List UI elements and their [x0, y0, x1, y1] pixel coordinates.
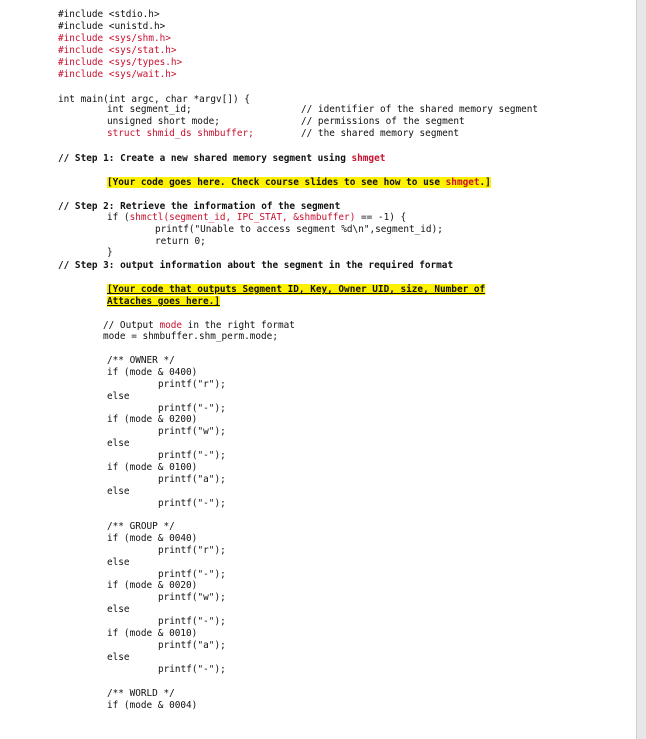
code-token: <sys/shm.h> — [108, 33, 171, 44]
code-line — [158, 498, 226, 509]
code-token: else — [107, 557, 130, 568]
code-line — [107, 557, 130, 568]
code-token: if ( — [107, 212, 130, 223]
code-line — [158, 616, 226, 627]
code-token: #include <unistd.h> — [58, 21, 166, 32]
code-token: unsigned short mode; — [107, 116, 220, 127]
code-line — [107, 652, 130, 663]
code-token: printf("-"); — [158, 450, 226, 461]
code-token: } — [107, 247, 113, 258]
code-token: #include <sys/stat.h> — [58, 45, 177, 56]
code-line — [58, 33, 171, 44]
code-token: if (mode & 0400) — [107, 367, 198, 378]
code-line — [158, 474, 226, 485]
code-token: == -1) { — [355, 212, 407, 223]
code-token: shmget — [445, 177, 480, 188]
code-line — [158, 640, 226, 651]
code-line — [158, 545, 226, 556]
code-token: printf("-"); — [158, 569, 226, 580]
code-line — [107, 284, 485, 295]
code-line — [107, 688, 175, 699]
code-line — [58, 260, 453, 271]
code-token: else — [107, 486, 130, 497]
code-token: mode — [159, 320, 183, 331]
code-token: // Step 2: Retrieve the information of the segment — [58, 201, 341, 212]
code-line — [107, 391, 130, 402]
code-token: // Output — [103, 320, 160, 331]
code-line — [58, 9, 160, 20]
code-token: // Step 1: Create a new shared memory segment using — [58, 153, 352, 164]
code-token: else — [107, 391, 130, 402]
code-line — [58, 201, 340, 212]
code-line — [107, 521, 175, 532]
code-token: // the shared memory segment — [301, 128, 460, 139]
code-token: printf("r"); — [158, 545, 226, 556]
code-token: shmctl(segment_id, IPC_STAT, &shmbuffer) — [129, 212, 356, 223]
code-line — [158, 426, 226, 437]
code-token: if (mode & 0010) — [107, 628, 198, 639]
code-line — [158, 379, 226, 390]
code-line — [107, 580, 197, 591]
code-token: // permissions of the segment — [301, 116, 465, 127]
code-token: printf("a"); — [158, 640, 226, 651]
code-token: if (mode & 0200) — [107, 414, 198, 425]
code-token: return 0; — [155, 236, 206, 247]
code-line — [58, 45, 177, 56]
code-line — [158, 403, 226, 414]
code-token: if (mode & 0040) — [107, 533, 198, 544]
code-line — [107, 628, 197, 639]
code-token: int segment_id; — [107, 104, 192, 115]
code-line — [158, 664, 226, 675]
code-token: printf("w"); — [158, 426, 226, 437]
code-line — [158, 569, 226, 580]
code-line — [107, 700, 197, 711]
code-token: printf("Unable to access segment %d\n",segment_id); — [155, 224, 443, 235]
code-line — [107, 116, 220, 127]
code-token: printf("a"); — [158, 474, 226, 485]
code-line — [107, 486, 130, 497]
code-token: in the right format — [182, 320, 295, 331]
code-token: printf("-"); — [158, 403, 226, 414]
code-line — [107, 533, 197, 544]
code-token: #include — [58, 33, 109, 44]
code-line — [103, 320, 295, 331]
code-line — [107, 296, 220, 307]
code-token: #include <sys/types.h> — [58, 57, 183, 68]
code-token: if (mode & 0100) — [107, 462, 198, 473]
code-token: /** WORLD */ — [107, 688, 175, 699]
code-line — [301, 116, 465, 127]
code-line — [58, 57, 182, 68]
code-line — [107, 212, 406, 223]
code-token: struct shmid_ds shmbuffer; — [107, 128, 254, 139]
code-token: [Your code that outputs Segment ID, Key, Owner UID, size, Number of — [107, 284, 486, 295]
code-line — [107, 367, 197, 378]
code-token: #include <sys/wait.h> — [58, 69, 177, 80]
code-token: else — [107, 652, 130, 663]
code-line — [158, 450, 226, 461]
code-token: Attaches goes here.] — [107, 296, 220, 307]
code-token: if (mode & 0004) — [107, 700, 198, 711]
code-token: mode = shmbuffer.shm_perm.mode; — [103, 331, 278, 342]
code-token: /** GROUP */ — [107, 521, 175, 532]
code-line — [107, 355, 175, 366]
code-line — [107, 128, 254, 139]
code-token: printf("w"); — [158, 592, 226, 603]
code-token: // Step 3: output information about the segment in the required format — [58, 260, 454, 271]
code-token: /** OWNER */ — [107, 355, 175, 366]
code-token: int main(int argc, char *argv[]) { — [58, 94, 250, 105]
code-line — [158, 592, 226, 603]
code-line — [107, 247, 113, 258]
code-token: if (mode & 0020) — [107, 580, 198, 591]
code-token: else — [107, 438, 130, 449]
code-token: printf("-"); — [158, 616, 226, 627]
code-line — [155, 224, 443, 235]
code-token: printf("r"); — [158, 379, 226, 390]
code-line — [58, 153, 385, 164]
code-line — [107, 414, 197, 425]
code-line — [107, 462, 197, 473]
code-line — [107, 104, 192, 115]
code-line — [301, 128, 459, 139]
code-line — [155, 236, 206, 247]
code-line — [58, 69, 177, 80]
code-token: printf("-"); — [158, 664, 226, 675]
code-line — [301, 104, 538, 115]
code-token: .] — [479, 177, 491, 188]
code-line — [107, 604, 130, 615]
code-token: shmget — [351, 153, 386, 164]
code-token: [Your code goes here. Check course slides to see how to use — [107, 177, 446, 188]
code-token: // identifier of the shared memory segment — [301, 104, 539, 115]
code-token: printf("-"); — [158, 498, 226, 509]
code-line — [103, 331, 278, 342]
code-line — [107, 177, 491, 188]
code-token: else — [107, 604, 130, 615]
code-line — [58, 21, 165, 32]
code-line — [107, 438, 130, 449]
code-token: #include <stdio.h> — [58, 9, 160, 20]
